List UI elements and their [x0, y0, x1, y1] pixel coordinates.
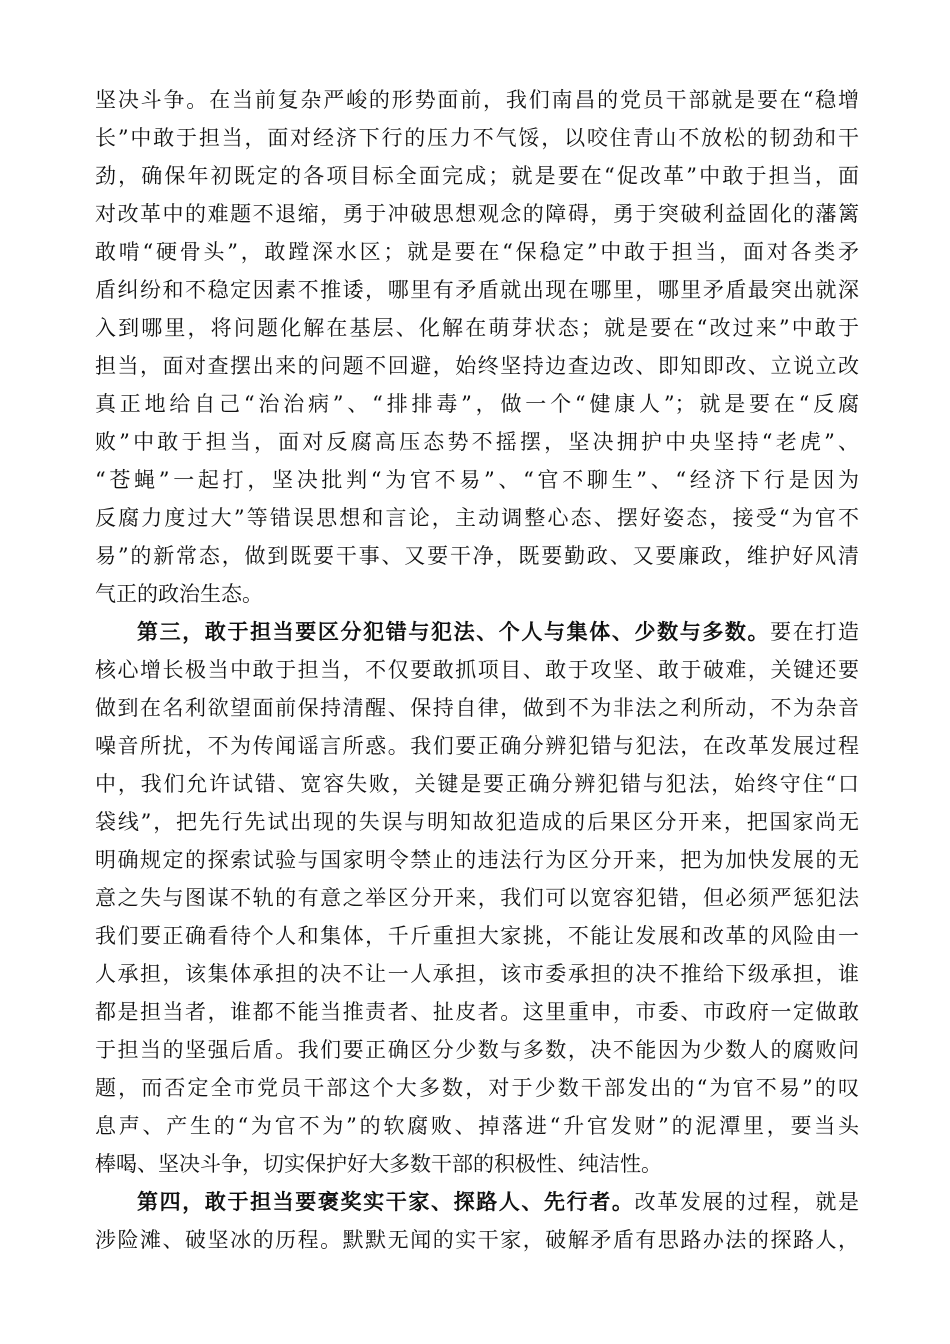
line-text: 要在打造: [770, 620, 860, 644]
line-text: 噪音所扰，不为传闻谣言所惑。我们要正确分辨犯错与犯法，在改革发展过程: [95, 734, 859, 758]
text-line: [95, 461, 859, 499]
text-line: [95, 651, 859, 689]
line-text: “苍蝇”一起打，坚决批判“为官不易”、“官不聊生”、“经济下行是因为: [95, 468, 859, 492]
text-line: [95, 1069, 859, 1107]
text-line: [95, 727, 859, 765]
text-line: [95, 1145, 859, 1183]
line-text: 核心增长极当中敢于担当，不仅要敢抓项目、敢于攻坚、敢于破难，关键还要: [95, 658, 859, 682]
line-text: 反腐力度过大”等错误思想和言论，主动调整心态、摆好姿态，接受“为官不: [95, 506, 859, 530]
text-line: [95, 499, 859, 537]
line-text: 敢啃“硬骨头”，敢蹚深水区；就是要在“保稳定”中敢于担当，面对各类矛: [95, 240, 859, 264]
text-line: [95, 803, 859, 841]
text-line: [95, 993, 859, 1031]
line-text: 息声、产生的“为官不为”的软腐败、掉落进“升官发财”的泥潭里，要当头: [95, 1114, 859, 1138]
line-text: 对改革中的难题不退缩，勇于冲破思想观念的障碍，勇于突破利益固化的藩篱: [95, 202, 859, 226]
text-line: [95, 613, 859, 651]
text-line: [95, 423, 859, 461]
text-line: [95, 537, 859, 575]
section-heading: 第四，敢于担当要褒奖实干家、探路人、先行者。: [137, 1189, 635, 1214]
text-line: [95, 233, 859, 271]
line-text: 气正的政治生态。: [95, 582, 263, 606]
text-line: [95, 385, 859, 423]
line-text: 人承担，该集体承担的决不让一人承担，该市委承担的决不推给下级承担，谁: [95, 962, 859, 986]
text-line: [95, 271, 859, 309]
text-line: [95, 1183, 859, 1221]
line-text: 盾纠纷和不稳定因素不推诿，哪里有矛盾就出现在哪里，哪里矛盾最突出就深: [95, 278, 859, 302]
line-text: 我们要正确看待个人和集体，千斤重担大家挑，不能让发展和改革的风险由一: [95, 924, 859, 948]
line-text: 改革发展的过程，就是: [634, 1190, 859, 1214]
text-line: [95, 1031, 859, 1069]
line-text: 涉险滩、破坚冰的历程。默默无闻的实干家，破解矛盾有思路办法的探路人，: [95, 1228, 859, 1252]
line-text: 做到在名利欲望面前保持清醒、保持自律，做到不为非法之利所动，不为杂音: [95, 696, 859, 720]
text-line: [95, 347, 859, 385]
line-text: 题，而否定全市党员干部这个大多数，对于少数干部发出的“为官不易”的叹: [95, 1076, 859, 1100]
text-line: [95, 689, 859, 727]
line-text: 真正地给自己“治治病”、“排排毒”，做一个“健康人”；就是要在“反腐: [95, 392, 859, 416]
line-text: 于担当的坚强后盾。我们要正确区分少数与多数，决不能因为少数人的腐败问: [95, 1038, 859, 1062]
text-line: [95, 1221, 859, 1259]
text-line: [95, 119, 859, 157]
line-text: 入到哪里，将问题化解在基层、化解在萌芽状态；就是要在“改过来”中敢于: [95, 316, 859, 340]
line-text: 坚决斗争。在当前复杂严峻的形势面前，我们南昌的党员干部就是要在“稳增: [95, 88, 859, 112]
line-text: 袋线”，把先行先试出现的失误与明知故犯造成的后果区分开来，把国家尚无: [95, 810, 859, 834]
line-text: 棒喝、坚决斗争，切实保护好大多数干部的积极性、纯洁性。: [95, 1152, 662, 1176]
text-line: [95, 81, 859, 119]
text-line: [95, 879, 859, 917]
text-line: [95, 195, 859, 233]
text-line: [95, 841, 859, 879]
text-line: [95, 765, 859, 803]
section-heading: 第三，敢于担当要区分犯错与犯法、个人与集体、少数与多数。: [137, 619, 771, 644]
document-body: [95, 81, 859, 1259]
text-line: [95, 157, 859, 195]
line-text: 中，我们允许试错、宽容失败，关键是要正确分辨犯错与犯法，始终守住“口: [95, 772, 859, 796]
text-line: [95, 309, 859, 347]
line-text: 意之失与图谋不轨的有意之举区分开来，我们可以宽容犯错，但必须严惩犯法: [95, 886, 859, 910]
line-text: 劲，确保年初既定的各项目标全面完成；就是要在“促改革”中敢于担当，面: [95, 164, 859, 188]
text-line: [95, 955, 859, 993]
text-line: [95, 917, 859, 955]
line-text: 败”中敢于担当，面对反腐高压态势不摇摆，坚决拥护中央坚持“老虎”、: [95, 430, 859, 454]
line-text: 担当，面对查摆出来的问题不回避，始终坚持边查边改、即知即改、立说立改: [95, 354, 859, 378]
line-text: 易”的新常态，做到既要干事、又要干净，既要勤政、又要廉政，维护好风清: [95, 544, 859, 568]
line-text: 都是担当者，谁都不能当推责者、扯皮者。这里重申，市委、市政府一定做敢: [95, 1000, 859, 1024]
line-text: 长”中敢于担当，面对经济下行的压力不气馁，以咬住青山不放松的韧劲和干: [95, 126, 859, 150]
line-text: 明确规定的探索试验与国家明令禁止的违法行为区分开来，把为加快发展的无: [95, 848, 859, 872]
text-line: [95, 575, 859, 613]
text-line: [95, 1107, 859, 1145]
